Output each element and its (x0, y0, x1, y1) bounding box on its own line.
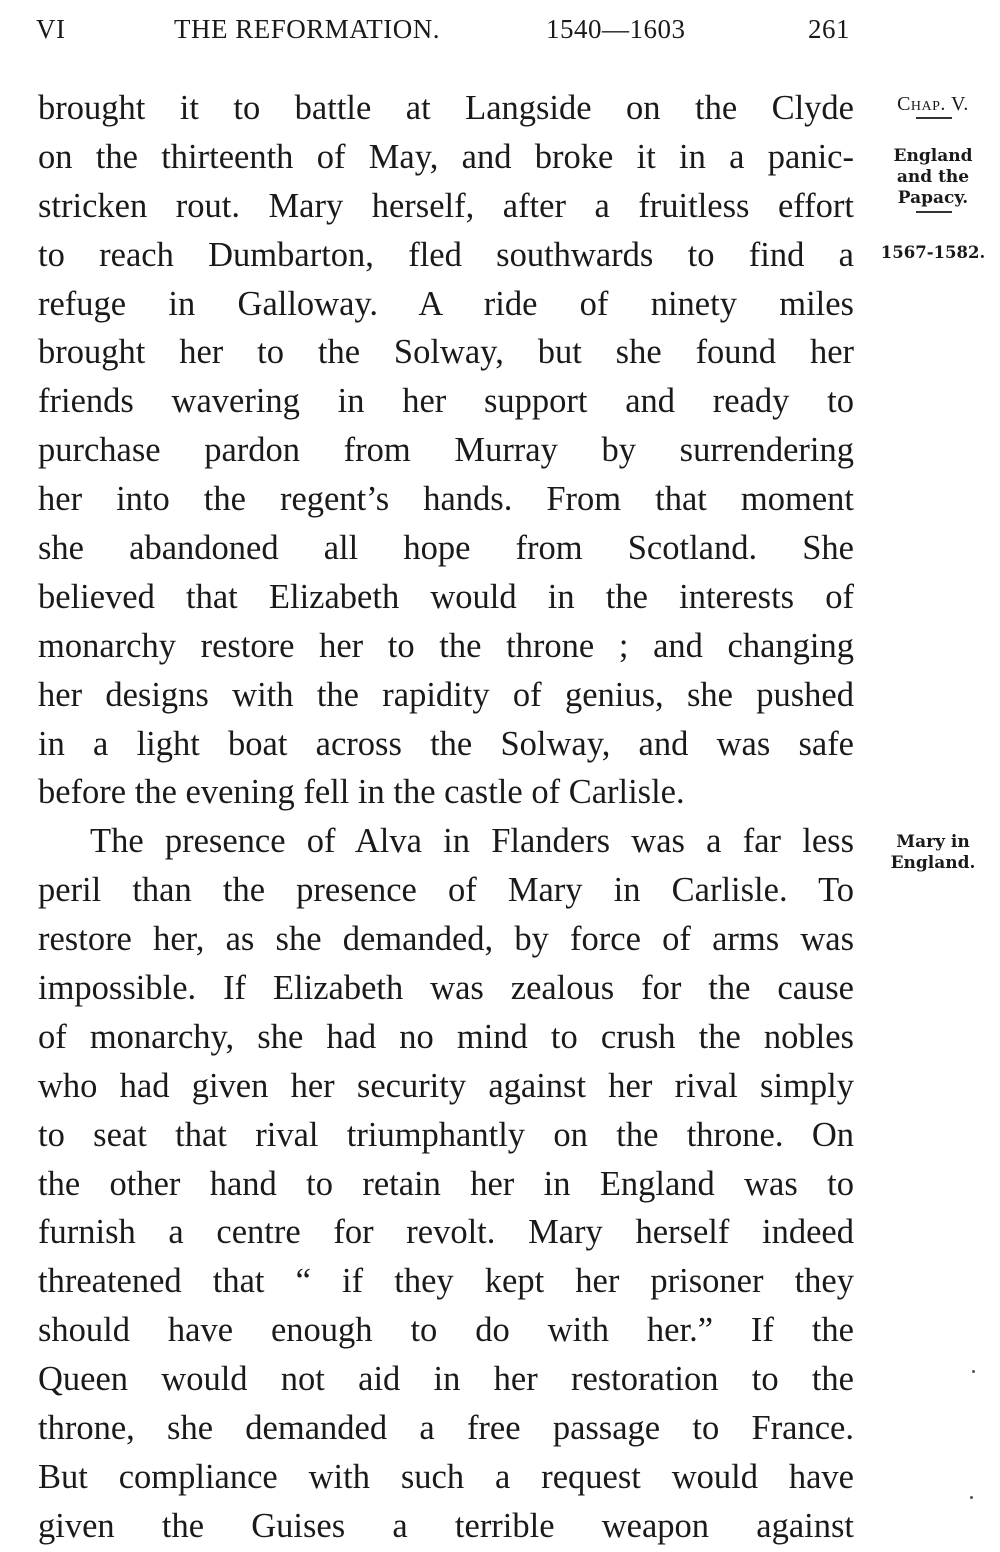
margin-note-section-line1: England (893, 146, 973, 166)
margin-note-section-line3: Papacy. (897, 188, 969, 208)
text-line: she abandoned all hope from Scotland. She (38, 529, 854, 568)
margin-note-dates: 1567-1582. (880, 243, 986, 262)
text-line: her designs with the rapidity of genius, she pushed (38, 675, 854, 714)
text-line: impossible. If Elizabeth was zealous for the cause (38, 969, 854, 1008)
margin-chapter-label (870, 94, 996, 123)
text-line: the other hand to retain her in England was to (38, 1164, 854, 1203)
text-line: purchase pardon from Murray by surrendering (38, 431, 854, 470)
body-text (38, 84, 854, 1551)
text-line: brought it to battle at Langside on the Clyde (38, 89, 854, 127)
text-line: brought her to the Solway, but she found her (38, 333, 854, 372)
text-line: before the evening fell in the castle of Carlisle. (38, 773, 685, 812)
text-line: peril than the presence of Mary in Carlisle. To (38, 871, 854, 910)
running-head-dates: 1540—1603 (546, 14, 686, 44)
text-line: should have enough to do with her.” If the (38, 1311, 854, 1350)
text-line: to reach Dumbarton, fled southwards to find a (38, 235, 854, 274)
paragraph-2 (38, 817, 854, 1550)
margin-rule (916, 211, 952, 213)
margin-note-mary-in-england (870, 832, 996, 874)
page-number: 261 (808, 14, 850, 44)
margin-chapter-label-text: Chap. V. (897, 93, 969, 115)
text-line: refuge in Galloway. A ride of ninety miles (38, 284, 854, 323)
text-line: But compliance with such a request would have (38, 1457, 854, 1496)
text-line: of monarchy, she had no mind to crush the nobles (38, 1017, 854, 1056)
margin-rule (916, 117, 952, 119)
text-line: believed that Elizabeth would in the interests of (38, 577, 854, 616)
running-head-title: THE REFORMATION. (174, 14, 441, 44)
text-line: Queen would not aid in her restoration to the (38, 1360, 854, 1399)
paragraph-1 (38, 84, 854, 817)
margin-note-section-line2: and the (896, 167, 970, 187)
running-head (36, 14, 852, 50)
text-line: throne, she demanded a free passage to France. (38, 1409, 854, 1448)
speck (972, 1370, 975, 1373)
margin-note-2-line1: Mary in (896, 832, 970, 852)
text-line: monarchy restore her to the throne ; and changing (38, 626, 854, 665)
speck (970, 1496, 973, 1499)
text-line: The presence of Alva in Flanders was a far less (90, 822, 854, 861)
running-head-chapter: VI (36, 14, 66, 44)
margin-note-2-line2: England. (890, 853, 976, 873)
margin-note-section (870, 146, 996, 217)
text-line: to seat that rival triumphantly on the throne. On (38, 1115, 854, 1154)
text-line: who had given her security against her rival simply (38, 1066, 854, 1105)
text-line: on the thirteenth of May, and broke it in a panic- (38, 137, 854, 176)
text-line: stricken rout. Mary herself, after a fruitless effort (38, 186, 854, 225)
text-line: in a light boat across the Solway, and was safe (38, 724, 854, 763)
text-line: threatened that “ if they kept her prisoner they (38, 1262, 854, 1301)
text-line: restore her, as she demanded, by force of arms was (38, 920, 854, 959)
text-line: her into the regent’s hands. From that moment (38, 480, 854, 519)
text-line: furnish a centre for revolt. Mary herself indeed (38, 1213, 854, 1252)
text-line: given the Guises a terrible weapon against (38, 1506, 854, 1545)
text-line: friends wavering in her support and ready to (38, 382, 854, 421)
